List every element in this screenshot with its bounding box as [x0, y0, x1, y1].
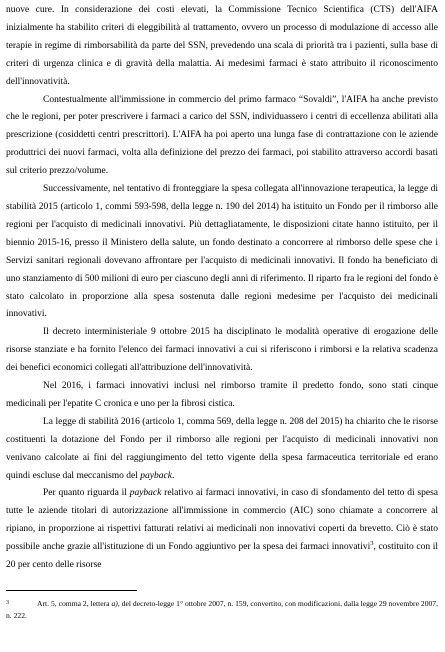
- paragraph-1: nuove cure. In considerazione dei costi elevati, la Commissione Tecnico Scientifica (CTS) dell'AIFA inizialmente ha stabilito criteri di eleggibilità al trattamento, ovvero un processo di modulazione di accesso alle terapie in regime di rimborsabilità da parte del SSN, prevedendo una scala di priorità tra i pazienti, sulla base di criteri di urgenza clinica e di gravità della malattia. Ai medesimi farmaci è stato attribuito il riconoscimento dell'innovatività.: [6, 5, 438, 87]
- footnote-separator: [6, 590, 137, 591]
- paragraph-7: [6, 485, 438, 575]
- footnote-reference[interactable]: 3: [370, 540, 374, 548]
- footnote-number: 3: [6, 600, 9, 606]
- footnote-text: Art. 5, comma 2, lettera: [37, 599, 112, 608]
- paragraph-6-text: La legge di stabilità 2016 (articolo 1, comma 569, della legge n. 208 del 2015) ha chiarito che le risorse costituenti la dotazione del Fondo per il rimborso alle regioni per l'acquisto di medicinali innovativi non venivano calcolate ai fini del raggiungimento del tetto vigente della spesa farmaceutica territoriale ed erano quindi escluse dal meccanismo del: [6, 416, 438, 481]
- paragraph-7-start: Per quanto riguarda il: [43, 488, 130, 499]
- footnote-text-end: , del decreto-legge 1° ottobre 2007, n. 159, convertito, con modificazioni, dalla legge 29 novembre 2007, n. 222.: [6, 599, 438, 620]
- paragraph-5: Nel 2016, i farmaci innovativi inclusi nel rimborso tramite il predetto fondo, sono stati cinque medicinali per l'epatite C cronica e uno per la fibrosi cistica.: [6, 381, 438, 409]
- paragraph-7-end: , costituito con il 20 per cento delle risorse: [6, 542, 438, 571]
- paragraph-6-end: .: [171, 470, 175, 481]
- body-text: [6, 2, 438, 575]
- footnote: [6, 598, 438, 621]
- paragraph-6: [6, 414, 438, 486]
- paragraph-2: Contestualmente all'immissione in commercio del primo farmaco “Sovaldi”, l'AIFA ha anche previsto che le regioni, per poter prescrivere i farmaci a carico del SSN, individuassero i centri di eccellenza abilitati alla prescrizione (cosiddetti centri prescrittori). L'AIFA ha poi aperto una lunga fase di contrattazione con le aziende produttrici dei nuovi farmaci, volta alla definizione del prezzo dei farmaci, poi stabilito attraverso accordi basati sul criterio prezzo/volume.: [6, 94, 438, 177]
- payback-term: payback: [140, 470, 172, 481]
- paragraph-4: Il decreto interministeriale 9 ottobre 2015 ha disciplinato le modalità operative di erogazione delle risorse stanziate e ha fornito l'elenco dei farmaci innovativi a cui si riferiscono i rimborsi e la relativa scadenza dei benefici economici collegati all'attribuzione dell'innovatività.: [6, 327, 438, 374]
- paragraph-3: Successivamente, nel tentativo di fronteggiare la spesa collegata all'innovazione terapeutica, la legge di stabilità 2015 (articolo 1, commi 593-598, della legge n. 190 del 2014) ha istituito un Fondo per il rimborso alle regioni per l'acquisto di medicinali innovativi. Più dettagliatamente, le disposizioni citate hanno istituito, per il biennio 2015-16, presso il Ministero della salute, un fondo destinato a concorrere al rimborso delle spese che i Servizi sanitari regionali dovevano affrontare per l'acquisto di medicinali innovativi. Il fondo ha beneficiato di uno stanziamento di 500 milioni di euro per ciascuno degli anni di riferimento. Il riparto fra le regioni del fondo è stato calcolato in proporzione alla spesa sostenuta dalle regioni medesime per l'acquisto dei medicinali innovativi.: [6, 184, 438, 320]
- payback-term: payback: [129, 488, 162, 499]
- footnote-italic: a): [111, 599, 118, 608]
- paragraph-7-text: relativo ai farmaci innovativi, in caso di sfondamento del tetto di spesa tutte le aziende titolari di autorizzazione all'immissione in commercio (AIC) sono chiamate a concorrere al ripiano, in proporzione ai rispettivi fatturati relativi ai medicinali non innovativi coperti da brevetto. Ciò è stato possibile anche grazie all'istituzione di un Fondo aggiuntivo per la spesa dei farmaci innovativi: [6, 488, 438, 553]
